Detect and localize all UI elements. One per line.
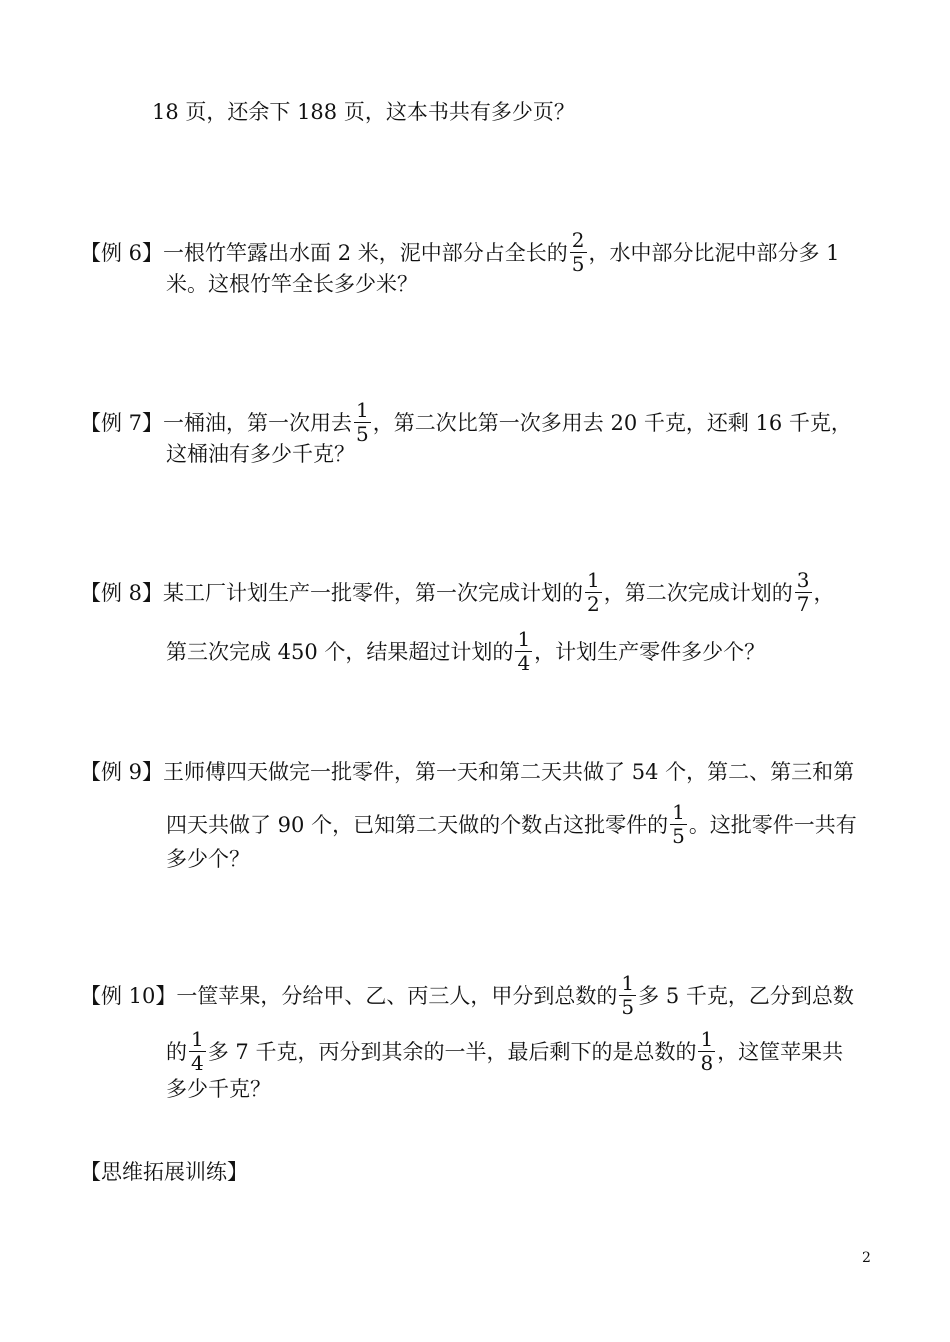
- fraction: $\frac{3}{7}$: [796, 568, 810, 616]
- fraction: $\frac{1}{4}$: [191, 1027, 204, 1075]
- example-9-line-3: 多少个？: [166, 847, 250, 871]
- fraction: $\frac{1}{2}$: [587, 568, 600, 616]
- continuation-line: 18 页，还余下 188 页，这本书共有多少页？: [152, 100, 575, 124]
- example-8-line-1: 【例 8】某工厂计划生产一批零件，第一次完成计划的 $\frac{1}{2}$ ，第二次完成计划的 $\frac{3}{7}$ ，: [80, 568, 835, 616]
- example-6-line-1: 【例 6】一根竹竿露出水面 2 米，泥中部分占全长的 $\frac{2}{5}$ ，水中部分比泥中部分多 1: [80, 228, 840, 276]
- fraction: $\frac{1}{5}$: [356, 398, 369, 446]
- example-7-label: 【例 7】: [80, 411, 164, 435]
- example-6-line-2: 米。这根竹竿全长多少米？: [166, 272, 418, 296]
- fraction: $\frac{1}{5}$: [621, 971, 635, 1019]
- example-10-line-3: 多少千克？: [166, 1077, 271, 1101]
- example-9-label: 【例 9】: [80, 760, 164, 784]
- fraction: $\frac{2}{5}$: [571, 228, 585, 276]
- page-number: 2: [862, 1250, 871, 1266]
- example-10-line-2: 的 $\frac{1}{4}$ 多 7 千克，丙分到其余的一半，最后剩下的是总数的 $\frac{1}{8}$ ，这筐苹果共: [166, 1027, 844, 1075]
- fraction: $\frac{1}{5}$: [672, 800, 685, 848]
- fraction: $\frac{1}{4}$: [517, 627, 531, 675]
- example-7-line-1: 【例 7】一桶油，第一次用去 $\frac{1}{5}$ ，第二次比第一次多用去 20 千克，还剩 16 千克，: [80, 398, 852, 446]
- example-10-label: 【例 10】: [80, 984, 177, 1008]
- example-7-line-2: 这桶油有多少千克？: [166, 442, 355, 466]
- example-10-line-1: 【例 10】一筐苹果，分给甲、乙、丙三人，甲分到总数的 $\frac{1}{5}$ 多 5 千克，乙分到总数: [80, 971, 854, 1019]
- fraction: $\frac{1}{8}$: [700, 1027, 714, 1075]
- example-9-line-1: 【例 9】王师傅四天做完一批零件，第一天和第二天共做了 54 个，第二、第三和第: [80, 760, 855, 784]
- example-6-label: 【例 6】: [80, 241, 164, 265]
- example-8-label: 【例 8】: [80, 581, 164, 605]
- example-8-line-2: 第三次完成 450 个，结果超过计划的 $\frac{1}{4}$ ，计划生产零件多少个？: [166, 627, 766, 675]
- example-9-line-2: 四天共做了 90 个，已知第二天做的个数占这批零件的 $\frac{1}{5}$ 。这批零件一共有: [166, 800, 857, 848]
- section-title: 【思维拓展训练】: [80, 1160, 248, 1184]
